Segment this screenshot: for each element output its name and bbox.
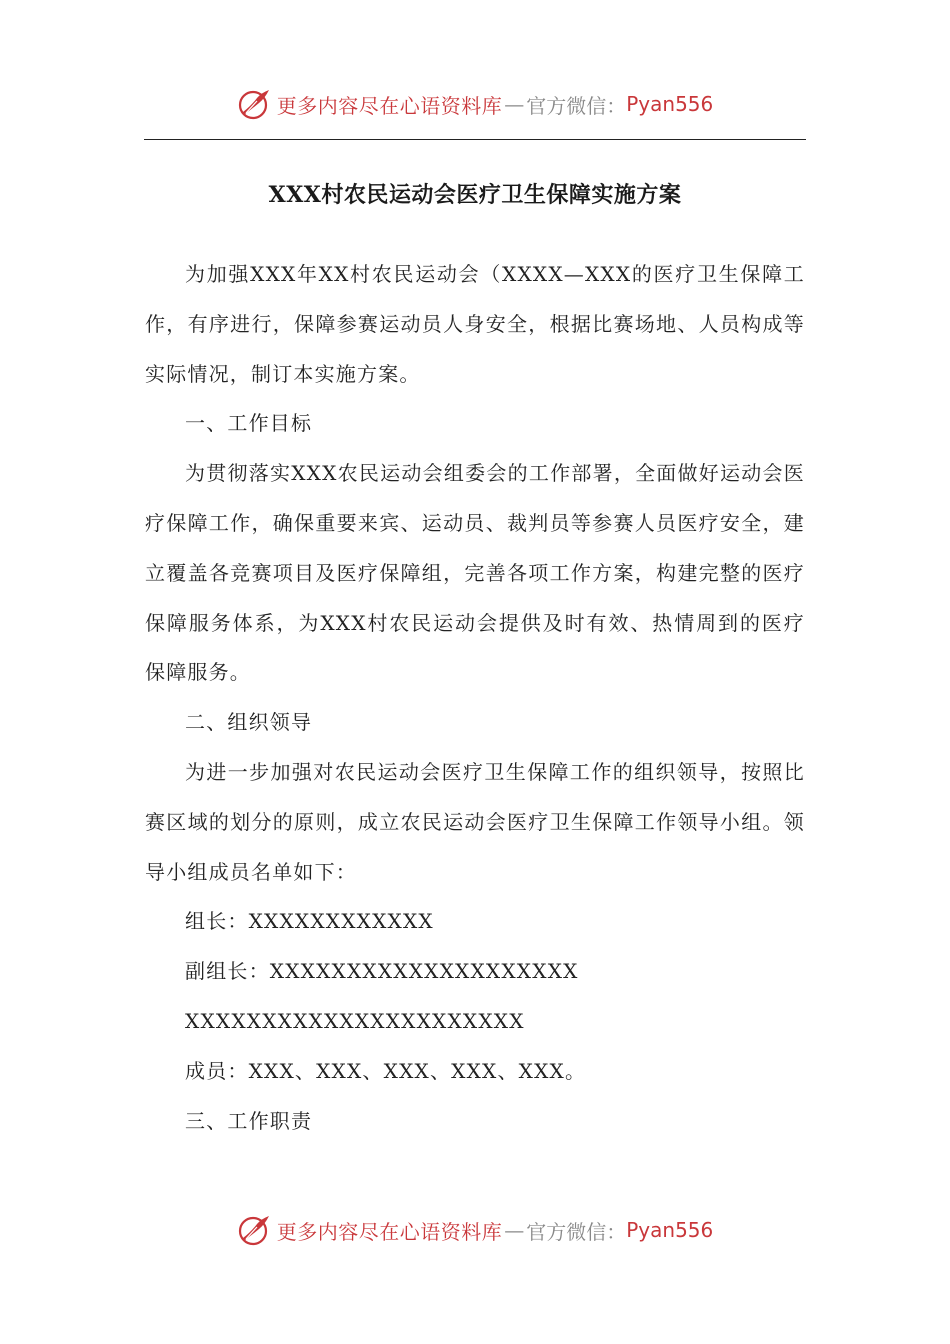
watermark-text: 更多内容尽在心语资料库 bbox=[276, 93, 503, 118]
leader-line: 组长：XXXXXXXXXXXX bbox=[185, 909, 434, 934]
members-line: 成员：XXX、XXX、XXX、XXX、XXX。 bbox=[185, 1058, 587, 1083]
organization-paragraph: 为进一步加强对农民运动会医疗卫生保障工作的组织领导，按照比赛区域的划分的原则，成立农民运动会医疗卫生保障工作领导小组。领导小组成员名单如下： bbox=[145, 759, 805, 884]
watermark-label: 官方微信： bbox=[526, 1219, 627, 1244]
watermark-text: 更多内容尽在心语资料库 bbox=[276, 1219, 503, 1244]
watermark-wechat-id: Pyan556 bbox=[626, 92, 714, 116]
quill-logo-icon bbox=[237, 1212, 273, 1248]
intro-paragraph: 为加强XXX年XX村农民运动会（XXXX—XXX的医疗卫生保障工作，有序进行，保障参赛运动员人身安全，根据比赛场地、人员构成等实际情况，制订本实施方案。 bbox=[145, 262, 805, 386]
footer-watermark bbox=[0, 1210, 950, 1250]
document-body bbox=[145, 250, 805, 1146]
section-heading-goals: 一、工作目标 bbox=[185, 411, 313, 436]
watermark-wechat-id: Pyan556 bbox=[626, 1218, 714, 1242]
goals-paragraph: 为贯彻落实XXX农民运动会组委会的工作部署，全面做好运动会医疗保障工作，确保重要来宾、运动员、裁判员等参赛人员医疗安全，建立覆盖各竞赛项目及医疗保障组，完善各项工作方案，构建完整的医疗保障服务体系，为XXX村农民运动会提供及时有效、热情周到的医疗保障服务。 bbox=[145, 461, 805, 685]
header-watermark bbox=[0, 84, 950, 124]
section-heading-organization: 二、组织领导 bbox=[185, 710, 313, 735]
document-title: XXX村农民运动会医疗卫生保障实施方案 bbox=[268, 182, 682, 208]
header-divider bbox=[144, 139, 806, 140]
deputy-leader-line: 副组长：XXXXXXXXXXXXXXXXXXXX bbox=[185, 959, 579, 984]
section-heading-duties: 三、工作职责 bbox=[185, 1108, 313, 1133]
watermark-dash: — bbox=[504, 1218, 525, 1242]
watermark-dash: — bbox=[504, 92, 525, 116]
quill-logo-icon bbox=[237, 86, 273, 122]
deputy-leader-continuation: XXXXXXXXXXXXXXXXXXXXXX bbox=[185, 1008, 525, 1033]
watermark-label: 官方微信： bbox=[526, 93, 627, 118]
